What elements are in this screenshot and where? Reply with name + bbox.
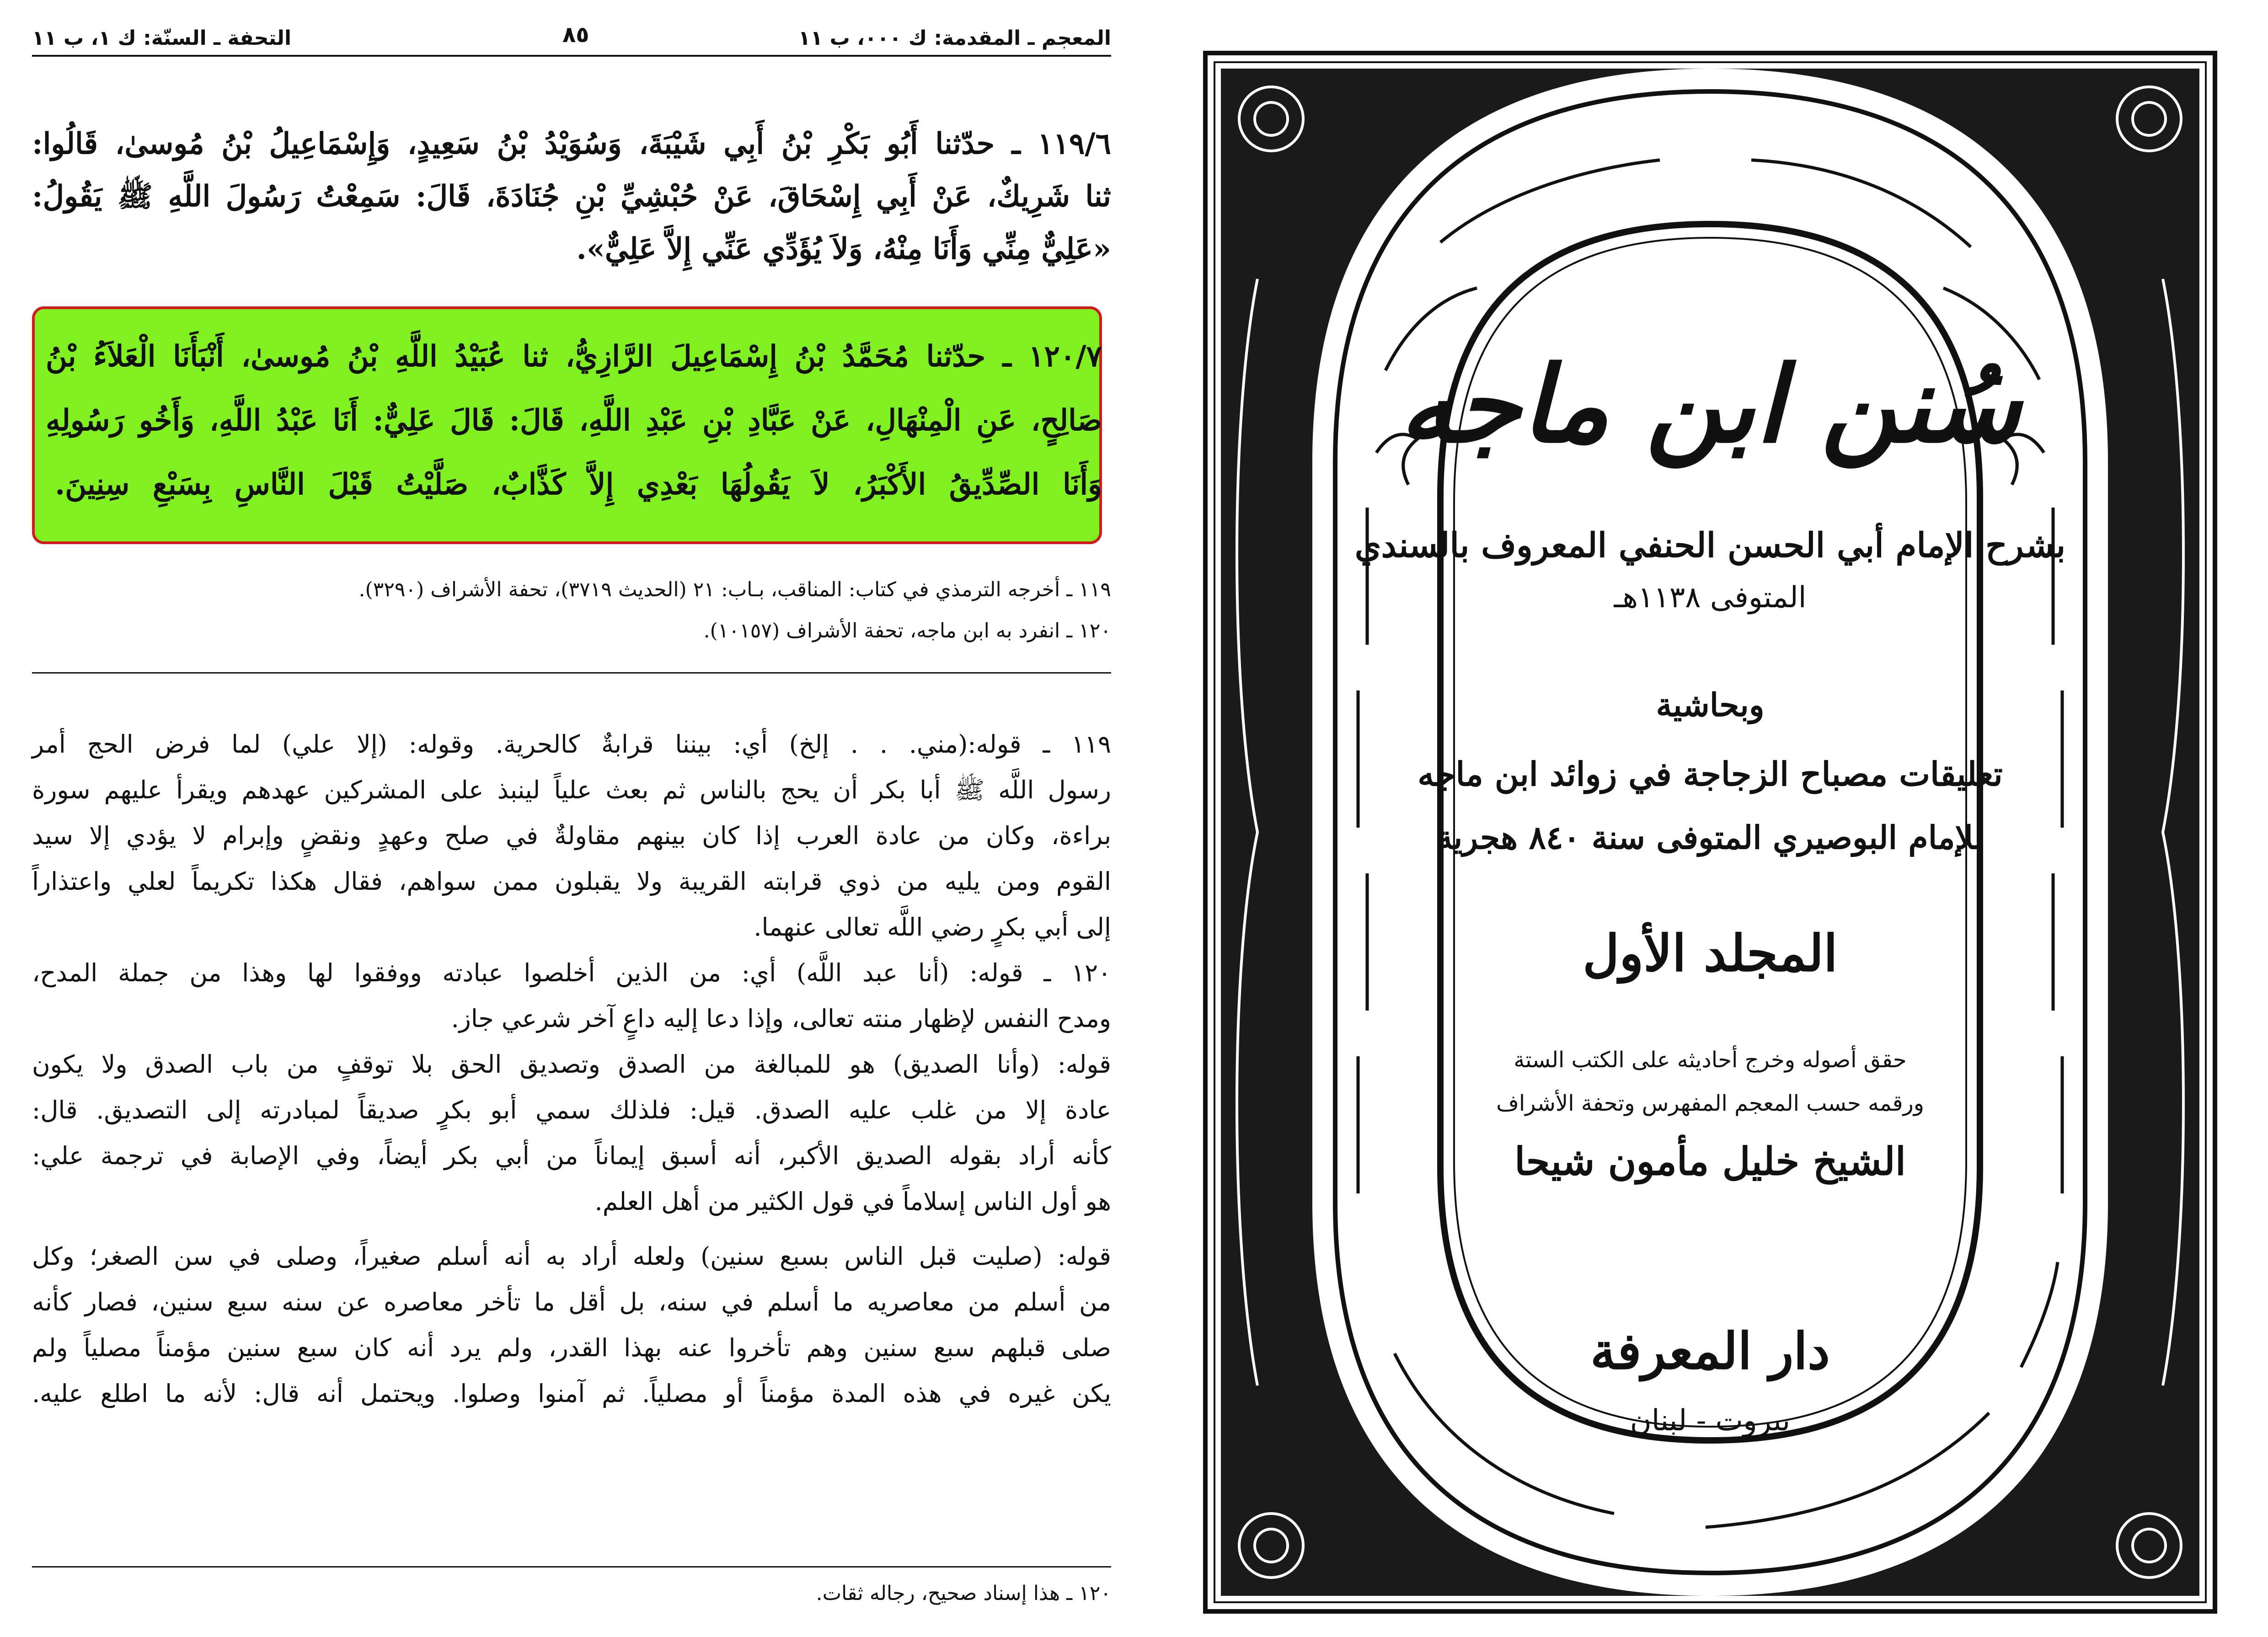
commentary-line: ومدح النفس لإظهار منته تعالى، وإذا دعا إليه داعٍ آخر شرعي جاز. <box>451 1004 1111 1033</box>
cover-haqqaqa: حقق أصوله وخرج أحاديثه على الكتب الستة <box>1514 1047 1907 1073</box>
footnote-divider <box>32 1566 1111 1567</box>
commentary-line: رسول اللَّه ﷺ أبا بكر أن يحج بالناس ثم بعث علياً لينبذ على المشركين عهدهم ويقرأ عليهم سورة <box>32 776 1111 804</box>
cover-with-hashiya: وبحاشية <box>1656 686 1765 724</box>
commentary-line: ١٢٠ ـ قوله: (أنا عبد اللَّه) أي: من الذين أخلصوا عبادته ووفقوا لها وهذا من جملة المدح، <box>32 958 1111 987</box>
cover-imam: للإمام البوصيري المتوفى سنة ٨٤٠ هجرية <box>1436 818 1984 856</box>
section-divider <box>32 672 1111 674</box>
footnote-120: ١٢٠ ـ هذا إسناد صحيح، رجاله ثقات. <box>816 1582 1111 1605</box>
hadith-119-line-2: ثنا شَرِيكٌ، عَنْ أَبِي إِسْحَاقَ، عَنْ حُبْشِيِّ بْنِ جُنَادَةَ، قَالَ: سَمِعْتُ رَسُولَ اللَّهِ ﷺ يَقُولُ: <box>32 179 1111 214</box>
cover-taliqat: تعليقات مصباح الزجاجة في زوائد ابن ماجه <box>1418 754 2003 793</box>
commentary-line: صلى قبلهم سبع سنين وهم تأخروا عنه بهذا القدر، ولم يرد أنه كان سبع سنين مؤمناً مصلياً ولم <box>32 1333 1111 1362</box>
hadith-120-line-1: ١٢٠/٧ ـ حدّثنا مُحَمَّدُ بْنُ إِسْمَاعِيلَ الرَّازِيُّ، ثنا عُبَيْدُ اللَّهِ بْنُ مُوسىٰ، أَنْبَأَنَا الْعَلاَءُ بْنُ <box>46 339 1102 374</box>
book-page <box>32 9 1111 1628</box>
cover-publisher: دار المعرفة <box>1590 1321 1830 1380</box>
hadith-119-line-1: ١١٩/٦ ـ حدّثنا أَبُو بَكْرِ بْنُ أَبِي شَيْبَةَ، وَسُوَيْدُ بْنُ سَعِيدٍ، وَإِسْمَاعِيلُ بْنُ مُوسىٰ، قَالُوا: <box>32 127 1112 161</box>
header-tuhfa-ref: التحفة ـ السنّة: ك ١، ب ١١ <box>32 27 292 50</box>
takhrij-119: ١١٩ ـ أخرجه الترمذي في كتاب: المناقب، بـاب: ٢١ (الحديث ٣٧١٩)، تحفة الأشراف (٣٢٩٠). <box>358 578 1111 601</box>
hadith-120-line-2: صَالِحٍ، عَنِ الْمِنْهَالِ، عَنْ عَبَّادِ بْنِ عَبْدِ اللَّهِ، قَالَ: قَالَ عَلِيٌّ: أَنَا عَبْدُ اللَّهِ، وَأَخُو رَسُولِهِ <box>46 403 1102 438</box>
cover-editor: الشيخ خليل مأمون شيحا <box>1514 1139 1906 1184</box>
commentary-line: قوله: (وأنا الصديق) هو للمبالغة من الصدق وتصديق الحق بلا توقفٍ من باب الصدق ولا يكون <box>32 1050 1111 1079</box>
book-cover <box>1203 50 2218 1614</box>
header-mujam-ref: المعجم ـ المقدمة: ك ٠٠٠، ب ١١ <box>798 27 1111 50</box>
header-rule <box>32 55 1111 57</box>
cover-city: بيروت - لبنان <box>1630 1404 1791 1438</box>
takhrij-120: ١٢٠ ـ انفرد به ابن ماجه، تحفة الأشراف (١٠١٥٧). <box>703 619 1111 642</box>
commentary-line: يكن غيره في هذه المدة مؤمناً أو مصلياً. ثم آمنوا وصلوا. ويحتمل أنه قال: لأنه ما اطلع عليه. <box>32 1379 1111 1408</box>
cover-title: سُنن ابن ماجه <box>1399 343 2021 466</box>
cover-sharh: بشرح الإمام أبي الحسن الحنفي المعروف بالسندي <box>1354 526 2066 565</box>
commentary-line: إلى أبي بكرٍ رضي اللَّه تعالى عنهما. <box>754 913 1111 942</box>
commentary-line: القوم ومن يليه من ذوي قرابته القريبة ولا يقبلون ممن سواهم، فقال هكذا تكريماً لعلي واعتذاراً <box>32 867 1111 896</box>
cover-raqqama: ورقمه حسب المعجم المفهرس وتحفة الأشراف <box>1496 1091 1924 1116</box>
hadith-120-line-3: وَأَنَا الصِّدِّيقُ الأَكْبَرُ، لاَ يَقُولُهَا بَعْدِي إِلاَّ كَذَّابٌ، صَلَّيْتُ قَبْلَ النَّاسِ بِسَبْعِ سِنِينَ. <box>55 467 1102 502</box>
commentary-line: عادة إلا من غلب عليه الصدق. قيل: فلذلك سمي أبو بكرٍ صديقاً لمبادرته إلى التصديق. قال: <box>32 1096 1111 1124</box>
commentary-line: قوله: (صليت قبل الناس بسبع سنين) ولعله أراد به أنه أسلم صغيراً، وصلى في سن الصغر؛ وكل <box>32 1242 1111 1271</box>
commentary-line: براءة، وكان من عادة العرب إذا كان بينهم مقاولةٌ في صلح وعهدٍ ونقضٍ وإبرام لا يؤدي إلا سيد <box>32 821 1111 850</box>
commentary-line: هو أول الناس إسلاماً في قول الكثير من أهل العلم. <box>594 1187 1111 1216</box>
hadith-119-line-3: «عَلِيٌّ مِنِّي وَأَنَا مِنْهُ، وَلاَ يُؤَدِّي عَنِّي إِلاَّ عَلِيٌّ». <box>576 232 1111 266</box>
cover-volume: المجلد الأول <box>1583 924 1838 983</box>
page-header <box>32 18 1111 69</box>
page-number: ٨٥ <box>562 22 589 48</box>
commentary-line: ١١٩ ـ قوله:(مني. . . إلخ) أي: بيننا قرابةٌ كالحرية. وقوله: (إلا علي) لما فرض الحج أمر <box>32 730 1111 759</box>
commentary-line: من أسلم من معاصريه ما أسلم في سنه، بل أقل ما تأخر معاصره عن سنه سبع سنين، فصار كأنه <box>32 1288 1111 1316</box>
commentary-line: كأنه أراد بقوله الصديق الأكبر، أنه أسبق إيماناً من أبي بكر أيضاً، وفي الإصابة في ترجمة علي: <box>32 1141 1111 1170</box>
cover-death-date: المتوفى ١١٣٨هـ <box>1614 581 1807 615</box>
